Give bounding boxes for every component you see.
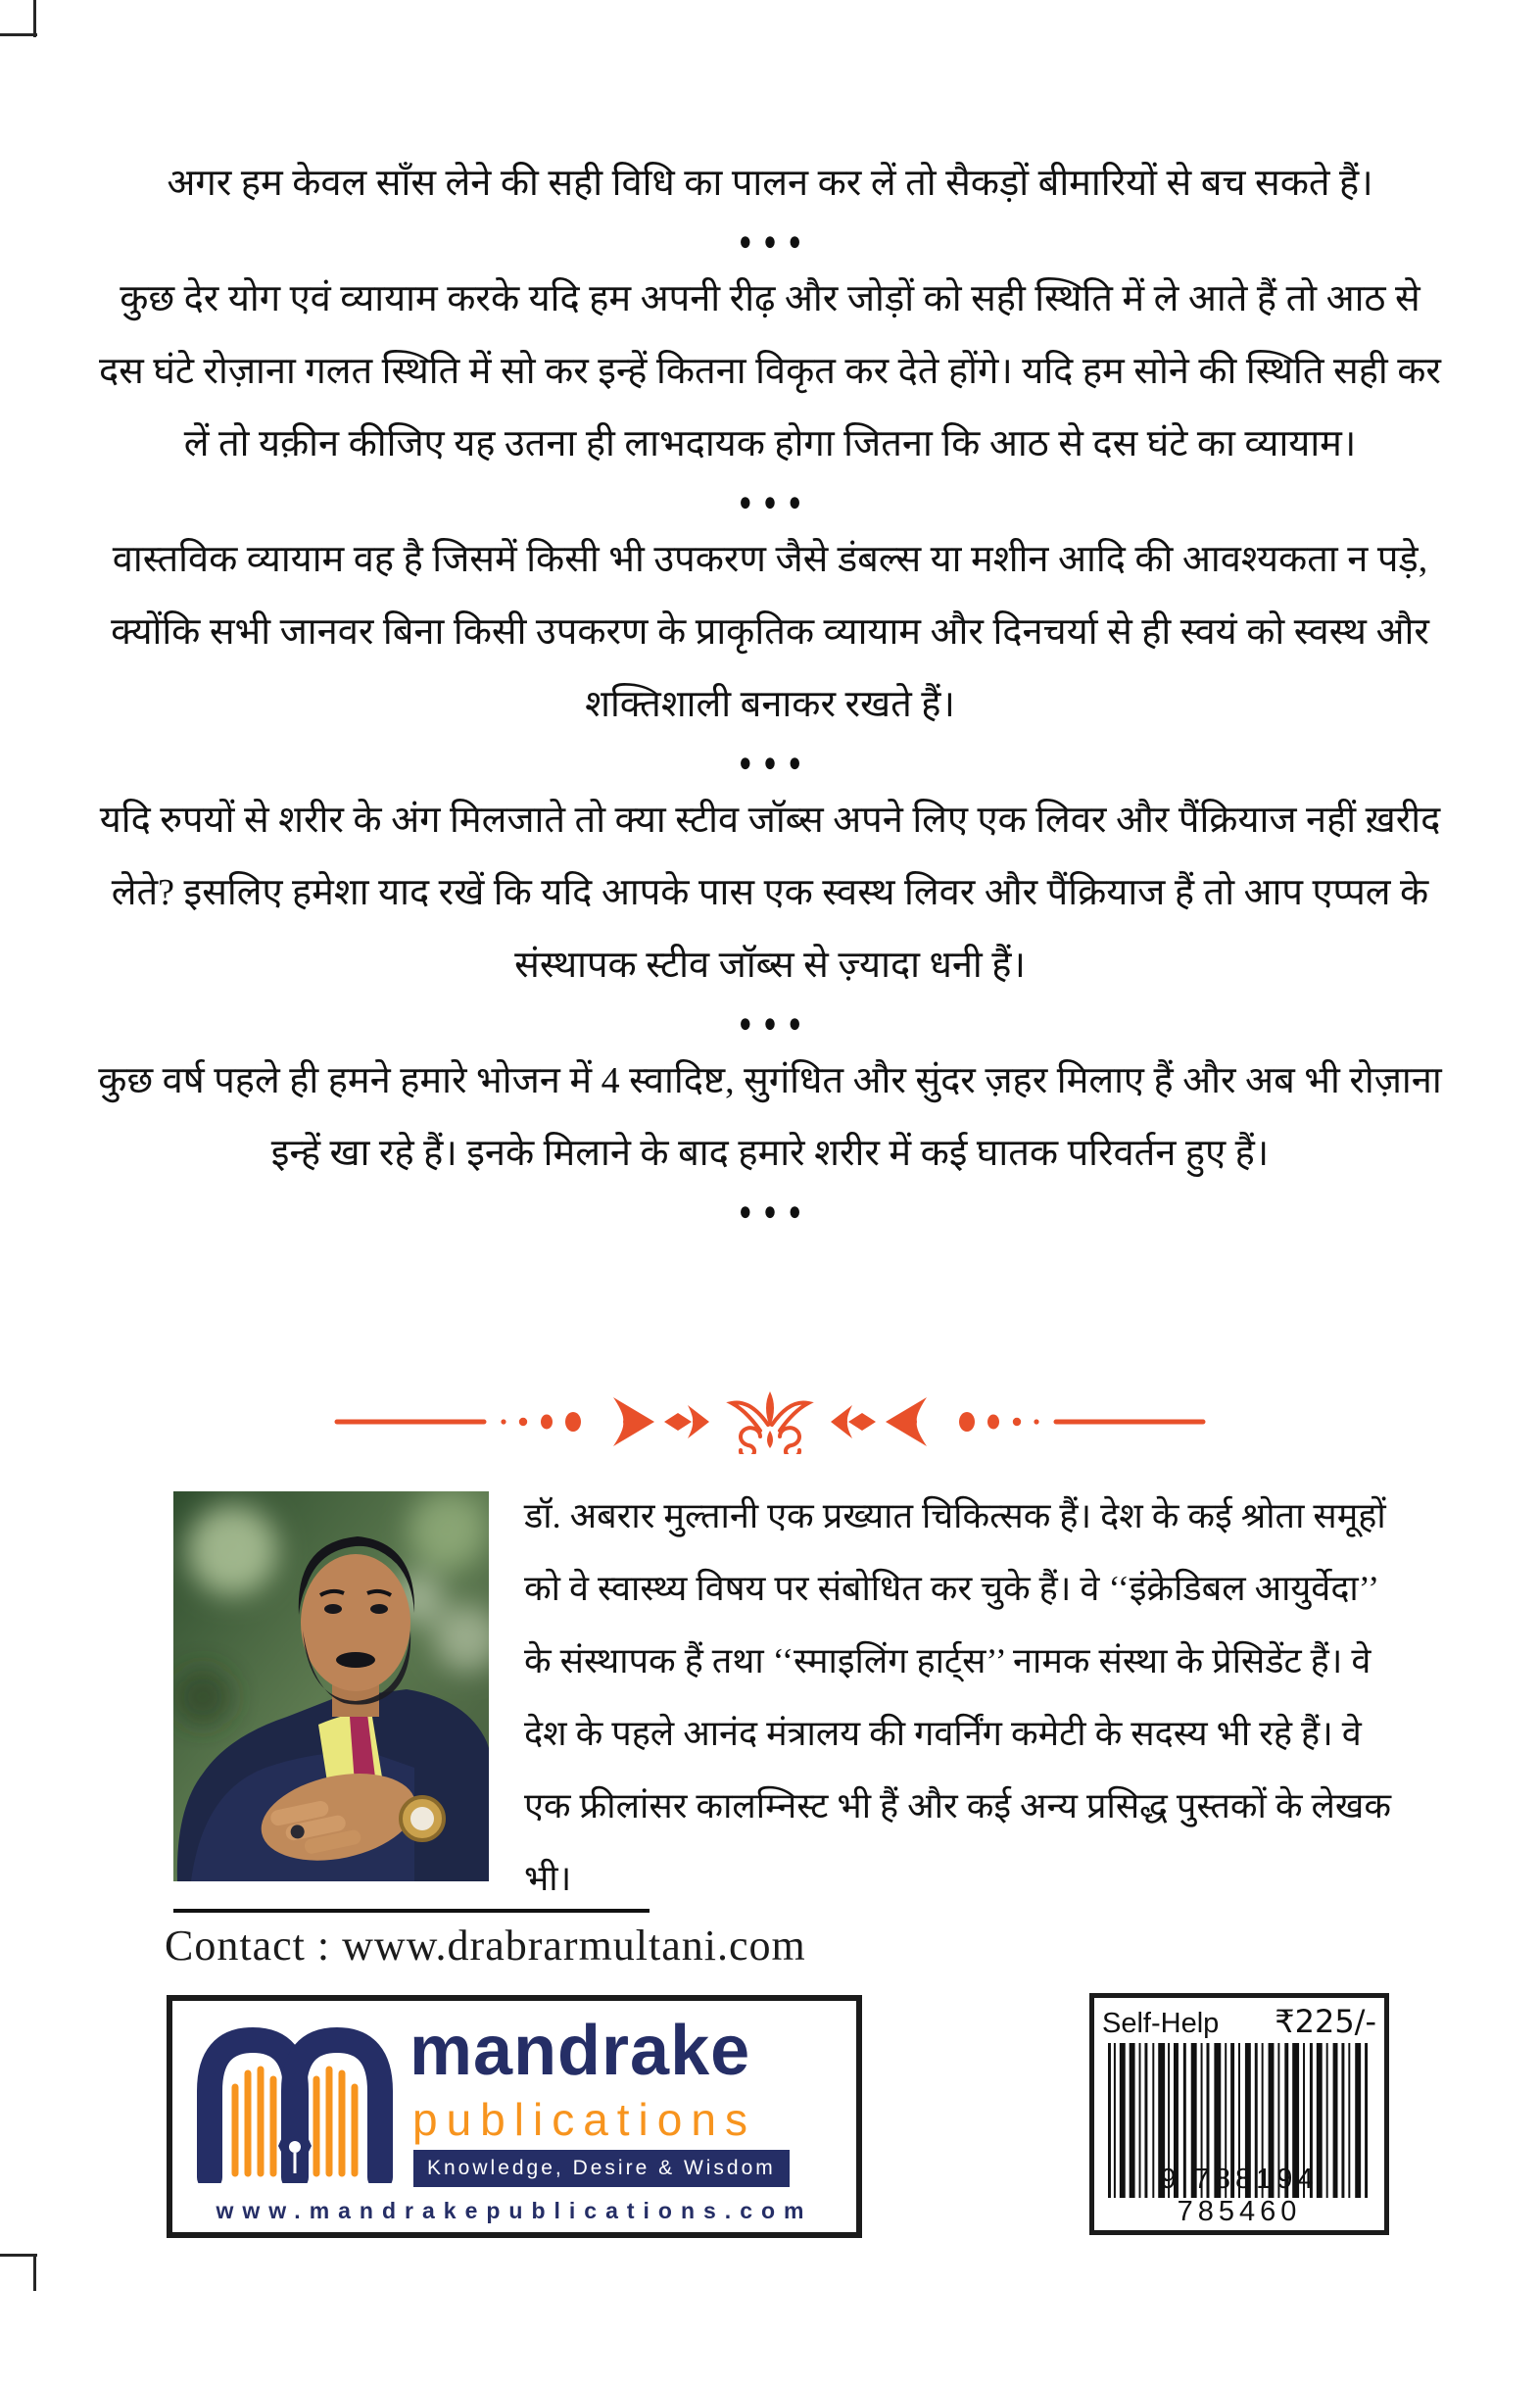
dots-separator: ●●● (739, 224, 813, 256)
dots-separator: ●●● (739, 485, 813, 516)
isbn-digits: 9 788194 785460 (1160, 2164, 1319, 2227)
quotes-section (93, 147, 1447, 1233)
quote-paragraph: कुछ देर योग एवं व्यायाम करके यदि हम अपनी रीढ़ और जोड़ों को सही स्थिति में ले आते हैं तो आठ से दस घंटे रोज़ाना गलत स्थिति में सो कर इन्हें कितना विकृत कर देते होंगे। यदि हम सोने की स्थिति सही कर लें तो यक़ीन कीजिए यह उतना ही लाभदायक होगा जितना कि आठ से दस घंटे का व्यायाम। (99, 278, 1441, 464)
quote-paragraph: यदि रुपयों से शरीर के अंग मिलजाते तो क्या स्टीव जॉब्स अपने लिए एक लिवर और पैंक्रियाज नहीं ख़रीद लेते? इसलिए हमेशा याद रखें कि यदि आपके पास एक स्वस्थ लिवर और पैंक्रियाज हैं तो आप एप्पल के संस्थापक स्टीव जॉब्स से ज़्यादा धनी हैं। (99, 800, 1441, 986)
ornamental-divider-icon (0, 1386, 1540, 1459)
dots-separator: ●●● (739, 746, 813, 777)
dots-separator: ●●● (739, 1194, 813, 1226)
author-section (173, 1491, 1408, 1915)
crop-mark-bottom-left (33, 2254, 36, 2291)
crop-mark-bottom-left (0, 2254, 37, 2257)
author-photo (173, 1491, 489, 1881)
dots-separator: ●●● (739, 1006, 813, 1038)
publisher-website: www.mandrakepublications.com (216, 2198, 813, 2223)
publisher-logo-box (167, 1995, 862, 2238)
barcode-header (1094, 1998, 1384, 2040)
author-bio: डॉ. अबरार मुल्तानी एक प्रख्यात चिकित्सक हैं। देश के कई श्रोता समूहों को वे स्वास्थ्य विषय पर संबोधित कर चुके हैं। वे ‘‘इंक्रेडिबल आयुर्वेदा’’ के संस्थापक हैं तथा ‘‘स्माइलिंग हार्ट्स’’ नामक संस्था के प्रेसिडेंट हैं। वे देश के पहले आनंद मंत्रालय की गवर्निंग कमेटी के सदस्य भी रहे हैं। वे एक फ्रीलांसर कालम्निस्ट भी हैं और कई अन्य प्रसिद्ध पुस्तकों के लेखक भी। (524, 1496, 1392, 1898)
contact-line: Contact : www.drabrarmultani.com (165, 1922, 806, 1970)
crop-mark-top-left (0, 33, 37, 36)
category-label: Self-Help (1102, 2008, 1220, 2039)
price-label: ₹225/- (1275, 2003, 1376, 2040)
publisher-type: publications (412, 2094, 756, 2145)
divider-rule (173, 1909, 650, 1913)
barcode-box (1089, 1993, 1389, 2235)
quote-paragraph: वास्तविक व्यायाम वह है जिसमें किसी भी उपकरण जैसे डंबल्स या मशीन आदि की आवश्यकता न पड़े, क्योंकि सभी जानवर बिना किसी उपकरण के प्राकृतिक व्यायाम और दिनचर्या से ही स्वयं को स्वस्थ और शक्तिशाली बनाकर रखते हैं। (111, 539, 1429, 725)
quote-paragraph: अगर हम केवल साँस लेने की सही विधि का पालन कर लें तो सैकड़ों बीमारियों से बच सकते हैं। (167, 163, 1373, 204)
crop-mark-top-left (33, 0, 36, 37)
quote-paragraph: कुछ वर्ष पहले ही हमने हमारे भोजन में 4 स्वादिष्ट, सुगंधित और सुंदर ज़हर मिलाए हैं और अब भी रोज़ाना इन्हें खा रहे हैं। इनके मिलाने के बाद हमारे शरीर में कई घातक परिवर्तन हुए हैं। (98, 1060, 1442, 1174)
mandrake-logo-icon (188, 2019, 402, 2183)
publisher-name: mandrake (409, 2012, 751, 2090)
publisher-tagline: Knowledge, Desire & Wisdom (413, 2150, 790, 2187)
